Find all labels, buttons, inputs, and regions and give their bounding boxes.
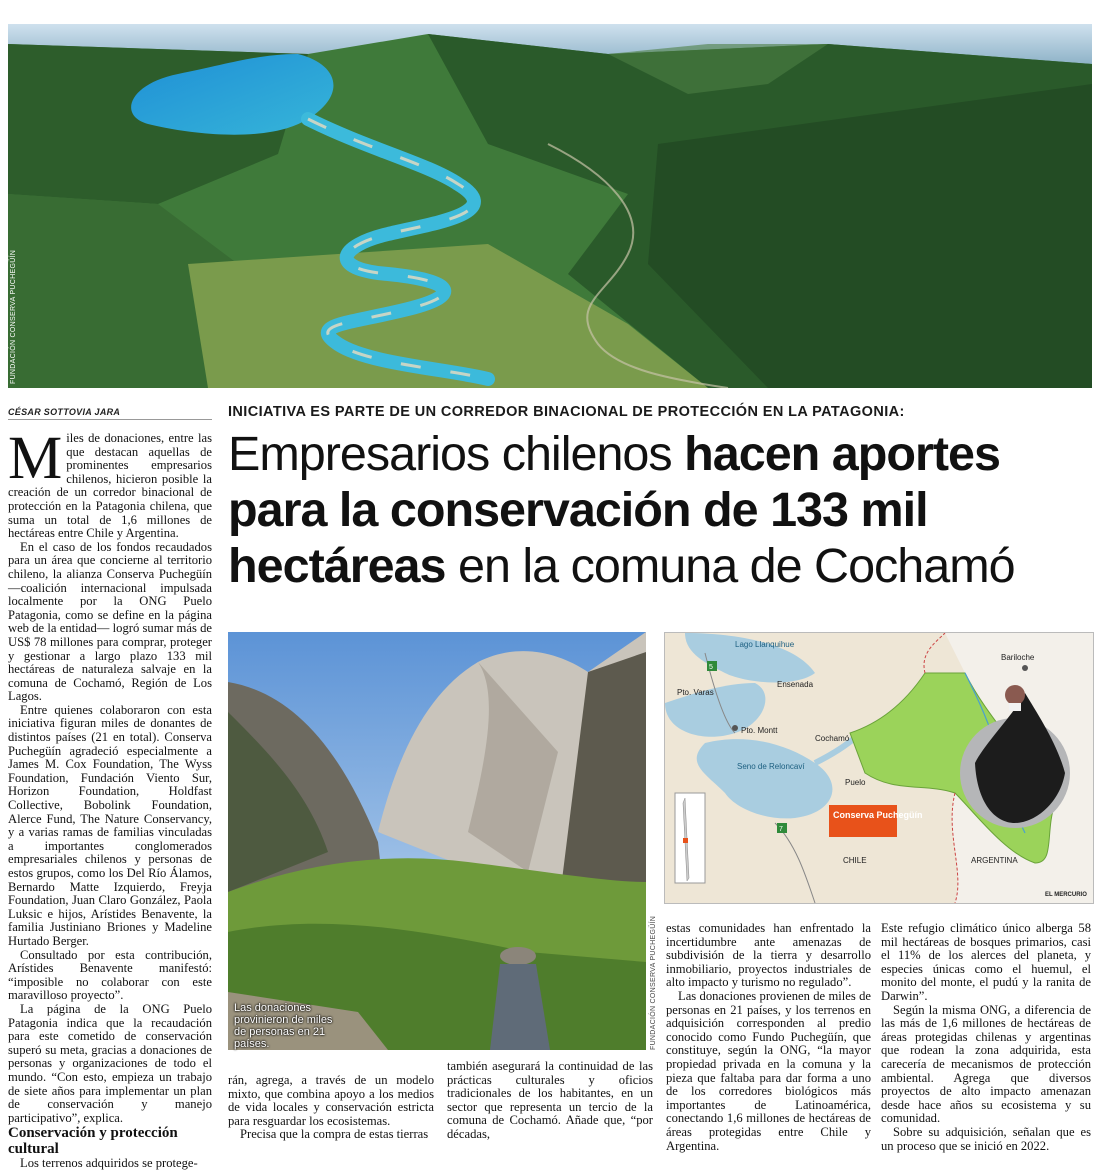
kicker: INICIATIVA ES PARTE DE UN CORREDOR BINACIONAL DE PROTECCIÓN EN LA PATAGONIA: [228,404,905,420]
route-7-label: 7 [779,826,783,833]
subheading: Conservación y protección cultural [8,1125,178,1158]
map-credit: EL MERCURIO [1045,892,1087,898]
paragraph: iles de donaciones, entre las que destacan aquellas de prominentes empresarios chilenos, hicieron posible la creación de un corredor binacional de protección en la Patagonia chilena, que suma un total de 1,6 millones de hectáreas entre Chile y Argentina. [8,431,212,541]
article-column-2 [228,1074,434,1142]
drop-cap: M [8,425,63,492]
map-label-pto-varas: Pto. Varas [677,688,714,697]
byline: CÉSAR SOTTOVIA JARA [8,407,121,417]
photo-caption: Las donaciones provinieron de miles de personas en 21 países. [234,1002,333,1050]
paragraph: Consultado por esta contribución, Arístides Benavente manifestó: “imposible no colaborar con este maravilloso proyecto”. [8,947,212,1003]
paragraph: estas comunidades han enfrentado la incertidumbre ante amenazas de subdivisión de la tierra y desarrollo inmobiliario, proyectos industriales de alto impacto y turismo no regulado”. [666,921,871,990]
valley-landscape-image [8,24,1092,388]
paragraph: La página de la ONG Puelo Patagonia indica que la recaudación para este cometido de conservación superó su meta, gracias a donaciones de personas y organizaciones de todo el mundo. “Con esto, empieza un trabajo de siete años para implementar un plan de conservación y manejo participativo”, explica. [8,1001,212,1125]
article-column-1 [8,425,212,1171]
headline-line-3 [228,538,1088,594]
paragraph: Sobre su adquisición, señalan que es un proceso que se inició en 2022. [881,1124,1091,1153]
headline-bold-text: hectáreas [228,539,446,593]
headline-text: en la comuna de Cochamó [445,539,1015,593]
headline-line-1 [228,426,1088,482]
paragraph: Entre quienes colaboraron con esta iniciativa figuran miles de donantes de distintos países (21 en total). Conserva Puchegüín agradeció especialmente a James M. Cox Foundation, The Wyss Foundation, Fundación Viento Sur, Horizon Foundation, Holdfast Collective, Bobolink Foundation, Alerce Fund, The Nature Conservancy, y a varias ramas de familias vinculadas a importantes conglomerados empresariales chilenos y personas de estos grupos, como los Del Río Álamos, Bernardo Matte Izquierdo, Freyja Foundation, Juan Claro González, Paola Luksic e hijos, Arístides Benavente, la familia Justiniano Briones y Madeline Hurtado Berger. [8,702,212,948]
photo-credit: FUNDACIÓN CONSERVA PUCHEGÜÍN [10,249,17,384]
hiker-hat [500,947,536,965]
route-5-label: 5 [709,664,713,671]
byline-divider [8,419,212,420]
conserva-puchegüin-label: Conserva Puchegüín [833,810,923,820]
paragraph: Las donaciones provienen de miles de personas en 21 países, y los terrenos en adquisición corresponden al predio conocido como Fundo Puchegüín, que constituye, según la ONG, “la mayor propiedad privada en la comuna y la pieza que faltaba para dar forma a uno de los corredores biológicos más importantes de Latinoamérica, conectando 1,6 millones de hectáreas de áreas protegidas entre Chile y Argentina. [666,988,871,1153]
map-graphic [665,633,1093,903]
map-label-pto-montt: Pto. Montt [741,726,778,735]
map-label-chile: CHILE [843,856,867,865]
paragraph: rán, agrega, a través de un modelo mixto, que combina apoyo a los medios de vida locales y conservación estricta para resguardar los ecosistemas. [228,1073,434,1128]
paragraph: Precisa que la compra de estas tierras [240,1127,429,1142]
headline-text: Empresarios chilenos [228,427,685,481]
article-column-5 [881,922,1091,1153]
map-label-seno: Seno de Reloncaví [737,762,805,771]
mountain-photo [228,632,646,1050]
map-label-cochamo: Cochamó [815,734,850,743]
map-label-puelo: Puelo [845,778,866,787]
map-label-bariloche: Bariloche [1001,653,1035,662]
location-map [664,632,1094,904]
paragraph: Según la misma ONG, a diferencia de las más de 1,6 millones de hectáreas de áreas protegidas chilenas y argentinas que rodean la zona adquirida, esta carecería de mecanismos de protección ambiental. Agrega que diversos proyectos de alto impacto amenazan desde hace años su ecosistema y su comunidad. [881,1002,1091,1126]
headline-bold-text: hacen aportes [684,427,1000,481]
headline-bold-text: para la conservación de 133 mil [228,483,928,537]
map-label-ensenada: Ensenada [777,680,814,689]
paragraph: En el caso de los fondos recaudados para un área que concierne al territorio chileno, la alianza Conserva Puchegüín —coalición internacional impulsada localmente por la ONG Puelo Patagonia, como se define en la página web de la entidad— logró sumar más de US$ 78 millones para comprar, proteger y gestionar a largo plazo 133 mil hectáreas de naturaleza salvaje en la comuna de Cochamó, Región de Los Lagos. [8,539,212,704]
map-label-argentina: ARGENTINA [971,856,1018,865]
paragraph: Este refugio climático único alberga 58 mil hectáreas de bosques primarios, casi el 11% de los alerces del planeta, y especies únicas como el huemul, el monito del monte, el pudú y la ranita de Darwin”. [881,921,1091,1003]
paragraph: también asegurará la continuidad de las prácticas culturales y oficios tradicionales de los habitantes, en un sector que representa un tercio de la comuna de Cochamó. Añade que, “por décadas, [447,1059,653,1141]
article-column-3 [447,1060,653,1142]
photo-credit: FUNDACIÓN CONSERVA PUCHEGÜÍN [650,915,657,1050]
headline [228,426,1088,594]
map-label-lago: Lago Llanquihue [735,640,795,649]
article-column-4 [666,922,871,1153]
headline-line-2 [228,482,1088,538]
paragraph: Los terrenos adquiridos se protege- [20,1156,198,1171]
hero-photo [8,24,1092,388]
hiker-valley-image [228,632,646,1050]
